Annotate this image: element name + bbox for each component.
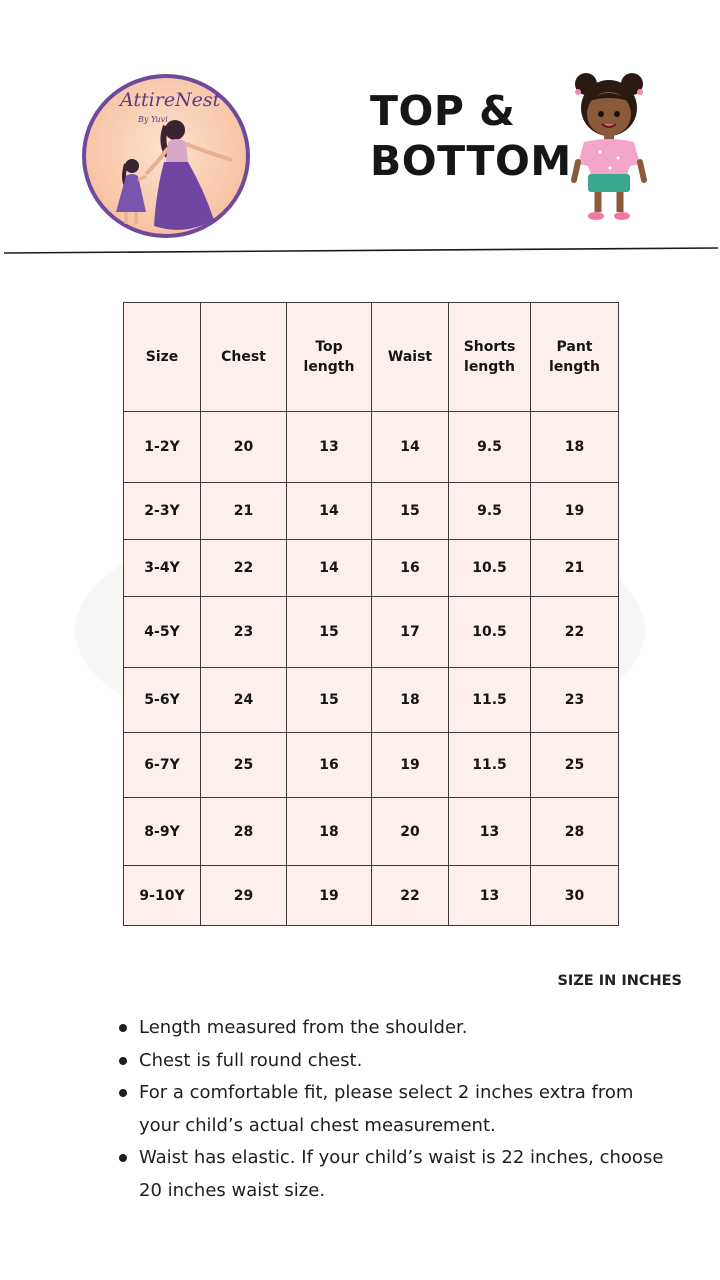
cell-top-length: 15 xyxy=(287,597,372,668)
cell-pant-length: 21 xyxy=(531,540,619,597)
header-chest: Chest xyxy=(201,303,287,412)
cell-pant-length: 25 xyxy=(531,733,619,798)
cell-chest: 28 xyxy=(201,798,287,866)
cell-size: 6-7Y xyxy=(124,733,201,798)
cell-size: 9-10Y xyxy=(124,866,201,926)
cell-shorts-length: 11.5 xyxy=(449,668,531,733)
cell-top-length: 14 xyxy=(287,540,372,597)
cell-chest: 22 xyxy=(201,540,287,597)
cell-size: 2-3Y xyxy=(124,483,201,540)
cell-waist: 17 xyxy=(372,597,449,668)
cell-waist: 19 xyxy=(372,733,449,798)
size-notes-list xyxy=(116,1012,676,1207)
cell-top-length: 13 xyxy=(287,412,372,483)
header-top-length: Top length xyxy=(287,303,372,412)
cell-pant-length: 30 xyxy=(531,866,619,926)
brand-logo xyxy=(80,72,252,240)
note-item: For a comfortable fit, please select 2 inches extra from your child’s actual chest measurement. xyxy=(116,1077,676,1142)
brand-name: AttireNest xyxy=(120,89,221,111)
table-row xyxy=(124,866,619,926)
cell-pant-length: 19 xyxy=(531,483,619,540)
table-row xyxy=(124,412,619,483)
cell-pant-length: 22 xyxy=(531,597,619,668)
unit-note: SIZE IN INCHES xyxy=(557,973,682,989)
page-title xyxy=(370,86,572,186)
brand-tagline: By Yuvi xyxy=(138,115,168,124)
cell-top-length: 15 xyxy=(287,668,372,733)
cell-shorts-length: 11.5 xyxy=(449,733,531,798)
bullet-icon xyxy=(119,1089,127,1097)
cell-top-length: 19 xyxy=(287,866,372,926)
cell-waist: 15 xyxy=(372,483,449,540)
cell-pant-length: 23 xyxy=(531,668,619,733)
bullet-icon xyxy=(119,1154,127,1162)
cell-size: 8-9Y xyxy=(124,798,201,866)
cell-top-length: 16 xyxy=(287,733,372,798)
cell-size: 5-6Y xyxy=(124,668,201,733)
header-divider xyxy=(0,236,720,266)
title-line-2: BOTTOM xyxy=(370,137,572,185)
cell-size: 3-4Y xyxy=(124,540,201,597)
cell-waist: 18 xyxy=(372,668,449,733)
cell-pant-length: 18 xyxy=(531,412,619,483)
table-row xyxy=(124,483,619,540)
cell-waist: 22 xyxy=(372,866,449,926)
cell-top-length: 14 xyxy=(287,483,372,540)
cell-chest: 25 xyxy=(201,733,287,798)
cell-waist: 16 xyxy=(372,540,449,597)
cell-waist: 20 xyxy=(372,798,449,866)
table-row xyxy=(124,798,619,866)
header-shorts-length: Shorts length xyxy=(449,303,531,412)
note-item: Length measured from the shoulder. xyxy=(116,1012,676,1045)
cell-chest: 24 xyxy=(201,668,287,733)
cell-chest: 23 xyxy=(201,597,287,668)
note-item: Chest is full round chest. xyxy=(116,1045,676,1078)
cell-pant-length: 28 xyxy=(531,798,619,866)
cell-shorts-length: 9.5 xyxy=(449,412,531,483)
cell-chest: 29 xyxy=(201,866,287,926)
cell-shorts-length: 13 xyxy=(449,866,531,926)
cell-size: 4-5Y xyxy=(124,597,201,668)
cell-shorts-length: 9.5 xyxy=(449,483,531,540)
header-waist: Waist xyxy=(372,303,449,412)
cell-chest: 21 xyxy=(201,483,287,540)
title-line-1: TOP & xyxy=(370,87,516,135)
size-chart-table xyxy=(123,302,619,926)
header-pant-length: Pant length xyxy=(531,303,619,412)
table-header-row xyxy=(124,303,619,412)
cell-shorts-length: 10.5 xyxy=(449,597,531,668)
child-illustration xyxy=(566,68,652,226)
bullet-icon xyxy=(119,1024,127,1032)
cell-waist: 14 xyxy=(372,412,449,483)
table-row xyxy=(124,597,619,668)
table-row xyxy=(124,540,619,597)
note-item: Waist has elastic. If your child’s waist is 22 inches, choose 20 inches waist size. xyxy=(116,1142,676,1207)
bullet-icon xyxy=(119,1057,127,1065)
header-size: Size xyxy=(124,303,201,412)
cell-top-length: 18 xyxy=(287,798,372,866)
table-row xyxy=(124,733,619,798)
table-row xyxy=(124,668,619,733)
cell-chest: 20 xyxy=(201,412,287,483)
cell-shorts-length: 10.5 xyxy=(449,540,531,597)
cell-size: 1-2Y xyxy=(124,412,201,483)
cell-shorts-length: 13 xyxy=(449,798,531,866)
